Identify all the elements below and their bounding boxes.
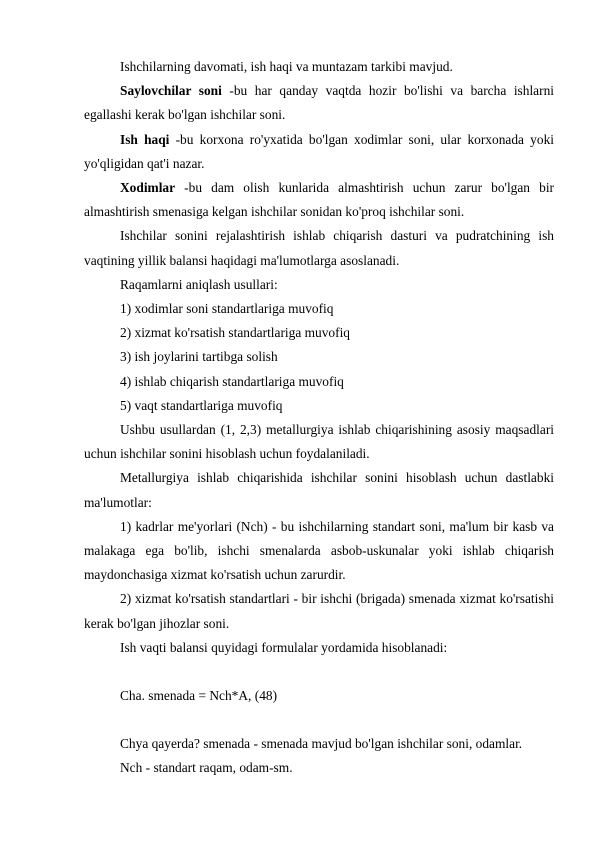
paragraph-methods-heading: Raqamlarni aniqlash usullari: xyxy=(120,276,278,292)
list-item: 1) xodimlar soni standartlariga muvofiq xyxy=(120,301,334,317)
paragraph-definition-staff: Xodimlar -bu dam olish kunlarida almashtirish uchun zarur bo'lgan bir almashtirish smenasiga kelgan ishchilar sonidan ko'proq ishchilar soni. xyxy=(84,180,554,220)
paragraph-initial-data: Metallurgiya ishlab chiqarishida ishchilar sonini hisoblash uchun dastlabki ma'lumotlar: xyxy=(84,470,554,510)
paragraph-service-standards: 2) xizmat ko'rsatish standartlari - bir ishchi (brigada) smenada xizmat ko'rsatishi kerak bo'lgan jihozlar soni. xyxy=(84,591,554,631)
paragraph-definition-payroll: Ish haqi -bu korxona ro'yxatida bo'lgan xodimlar soni, ular korxonada yoki yo'qligidan qat'i nazar. xyxy=(84,131,554,171)
list-item: 2) xizmat ko'rsatish standartlariga muvofiq xyxy=(120,325,350,341)
list-item: 5) vaqt standartlariga muvofiq xyxy=(120,397,283,413)
formula: Cha. smenada = Nch*A, (48) xyxy=(120,688,278,704)
term-staff: Xodimlar xyxy=(120,180,176,196)
term-payroll: Ish haqi xyxy=(120,131,170,147)
document-page xyxy=(84,55,554,781)
paragraph-definition-voters: Saylovchilar soni -bu har qanday vaqtda hozir bo'lishi va barcha ishlarni egallashi kerak bo'lgan ishchilar soni. xyxy=(84,83,554,123)
spacer xyxy=(84,708,554,732)
paragraph-balance-intro: Ish vaqti balansi quyidagi formulalar yordamida hisoblanadi: xyxy=(120,639,448,655)
paragraph-planning: Ishchilar sonini rejalashtirish ishlab chiqarish dasturi va pudratchining ish vaqtining yillik balansi haqidagi ma'lumotlarga asoslanadi. xyxy=(84,228,554,268)
paragraph-attendance: Ishchilarning davomati, ish haqi va muntazam tarkibi mavjud. xyxy=(120,59,453,74)
list-item: 3) ish joylarini tartibga solish xyxy=(120,349,278,365)
paragraph-formula-nch: Nch - standart raqam, odam-sm. xyxy=(120,760,293,776)
paragraph-formula-where: Chya qayerda? smenada - smenada mavjud bo'lgan ishchilar soni, odamlar. xyxy=(120,736,523,752)
paragraph-staff-norms: 1) kadrlar me'yorlari (Nch) - bu ishchilarning standart soni, ma'lum bir kasb va malakaga ega bo'lib, ishchi smenalarda asbob-uskunalar yoki ishlab chiqarish maydonchasiga xizmat ko'rsatish uchun zarurdir. xyxy=(84,518,554,583)
paragraph-methods-usage: Ushbu usullardan (1, 2,3) metallurgiya ishlab chiqarishining asosiy maqsadlari uchun ishchilar sonini hisoblash uchun foydalaniladi. xyxy=(84,422,554,462)
term-voters: Saylovchilar soni xyxy=(120,83,222,99)
spacer xyxy=(84,660,554,684)
list-item: 4) ishlab chiqarish standartlariga muvofiq xyxy=(120,373,344,389)
